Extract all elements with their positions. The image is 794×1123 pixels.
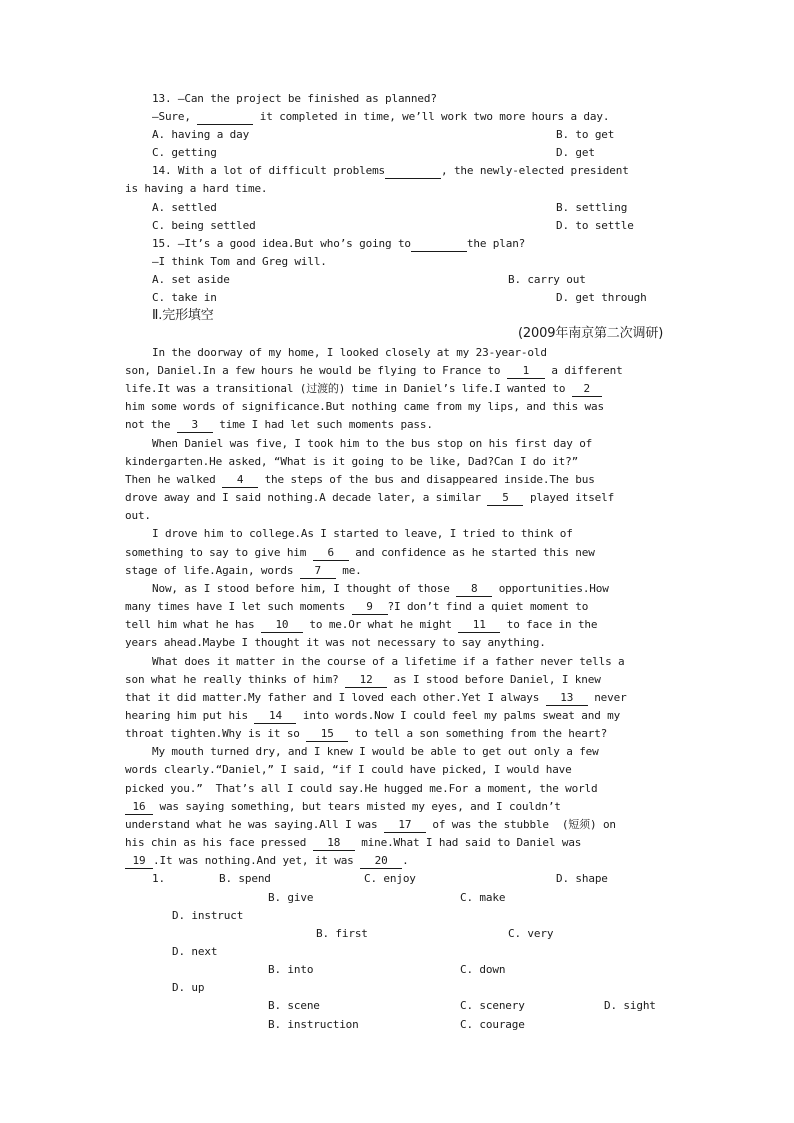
passage-line: many times have I let such moments 9 ?I don’t find a quiet moment to xyxy=(125,600,589,613)
passage-line: life.It was a transitional (过渡的) time in Daniel’s life.I wanted to 2 xyxy=(125,382,602,397)
passage-line: picked you.” That’s all I could say.He hugged me.For a moment, the world xyxy=(125,782,598,795)
option-text: B. spend xyxy=(219,872,271,885)
q13-reply: —Sure, it completed in time, we’ll work two more hours a day. xyxy=(152,110,610,123)
q13-option-b: B. to get xyxy=(556,128,615,141)
passage-line: throat tighten.Why is it so 15 to tell a son something from the heart? xyxy=(125,727,608,740)
blank-14: 14 xyxy=(254,709,296,724)
passage-line: not the 3 time I had let such moments pass. xyxy=(125,418,433,431)
passage-line: words clearly.“Daniel,” I said, “if I could have picked, I would have xyxy=(125,763,572,776)
passage-line: his chin as his face pressed 18 mine.What I had said to Daniel was xyxy=(125,836,582,849)
option-text: B. give xyxy=(268,891,314,904)
passage-line: son, Daniel.In a few hours he would be flying to France to 1 a different xyxy=(125,364,623,377)
q14-option-b: B. settling xyxy=(556,201,628,214)
passage-line: out. xyxy=(125,509,151,522)
q14-stem-line2: is having a hard time. xyxy=(125,182,268,195)
blank-17: 17 xyxy=(384,818,426,833)
q14-option-c: C. being settled xyxy=(152,219,256,232)
option-text: D. instruct xyxy=(172,909,244,922)
option-text: C. courage xyxy=(460,1018,525,1031)
blank-2: 2 xyxy=(572,382,602,397)
q15-option-b: B. carry out xyxy=(508,273,586,286)
passage-line: him some words of significance.But nothing came from my lips, and this was xyxy=(125,400,604,413)
q15-option-a: A. set aside xyxy=(152,273,230,286)
q15-reply: —I think Tom and Greg will. xyxy=(152,255,327,268)
passage-line: drove away and I said nothing.A decade later, a similar 5 played itself xyxy=(125,491,615,504)
passage-line: years ahead.Maybe I thought it was not necessary to say anything. xyxy=(125,636,546,649)
q13-stem: 13. —Can the project be finished as planned? xyxy=(152,92,437,105)
q13-option-d: D. get xyxy=(556,146,595,159)
passage-line: When Daniel was five, I took him to the bus stop on his first day of xyxy=(152,437,593,450)
option-text: B. scene xyxy=(268,999,320,1012)
passage-line: Now, as I stood before him, I thought of those 8 opportunities.How xyxy=(152,582,609,595)
blank-9: 9 xyxy=(352,600,388,615)
q15-stem: 15. —It’s a good idea.But who’s going to the plan? xyxy=(152,237,526,250)
section-heading: Ⅱ.完形填空 xyxy=(152,308,214,323)
q15-option-d: D. get through xyxy=(556,291,647,304)
option-text: B. into xyxy=(268,963,314,976)
option-text: D. shape xyxy=(556,872,608,885)
option-number: 1. xyxy=(152,872,165,885)
blank-11: 11 xyxy=(458,618,500,633)
passage-line: Then he walked 4 the steps of the bus and disappeared inside.The bus xyxy=(125,473,595,486)
blank-5: 5 xyxy=(487,491,523,506)
passage-line: In the doorway of my home, I looked closely at my 23-year-old xyxy=(152,346,547,359)
passage-line: What does it matter in the course of a lifetime if a father never tells a xyxy=(152,655,625,668)
passage-line: I drove him to college.As I started to leave, I tried to think of xyxy=(152,527,573,540)
option-text: D. up xyxy=(172,981,205,994)
q14-option-d: D. to settle xyxy=(556,219,634,232)
passage-line: understand what he was saying.All I was 17 of was the stubble (短须) on xyxy=(125,818,616,831)
blank-18: 18 xyxy=(313,836,355,851)
blank-3: 3 xyxy=(177,418,213,433)
passage-line: 19 .It was nothing.And yet, it was 20 . xyxy=(125,854,409,869)
passage-line: son what he really thinks of him? 12 as I stood before Daniel, I knew xyxy=(125,673,601,686)
option-text: D. sight xyxy=(604,999,656,1012)
blank-13: 13 xyxy=(546,691,588,706)
passage-line: stage of life.Again, words 7 me. xyxy=(125,564,362,577)
blank-6: 6 xyxy=(313,546,349,561)
passage-line: that it did matter.My father and I loved each other.Yet I always 13 never xyxy=(125,691,627,704)
option-text: D. next xyxy=(172,945,218,958)
passage-line: kindergarten.He asked, “What is it going to be like, Dad?Can I do it?” xyxy=(125,455,579,468)
q14-stem: 14. With a lot of difficult problems , the newly-elected president xyxy=(152,164,629,177)
option-text: C. make xyxy=(460,891,506,904)
option-text: B. first xyxy=(316,927,368,940)
option-text: C. very xyxy=(508,927,554,940)
blank-20: 20 xyxy=(360,854,402,869)
blank-1: 1 xyxy=(507,364,545,379)
blank-4: 4 xyxy=(222,473,258,488)
blank-7: 7 xyxy=(300,564,336,579)
q13-option-a: A. having a day xyxy=(152,128,250,141)
passage-line: something to say to give him 6 and confidence as he started this new xyxy=(125,546,595,559)
blank-15: 15 xyxy=(306,727,348,742)
option-text: B. instruction xyxy=(268,1018,359,1031)
passage-line: My mouth turned dry, and I knew I would be able to get out only a few xyxy=(152,745,599,758)
section-source: (2009年南京第二次调研) xyxy=(518,326,664,341)
blank-19: 19 xyxy=(125,854,153,869)
option-text: C. enjoy xyxy=(364,872,416,885)
option-text: C. scenery xyxy=(460,999,525,1012)
blank-10: 10 xyxy=(261,618,303,633)
blank-16: 16 xyxy=(125,800,153,815)
q13-option-c: C. getting xyxy=(152,146,217,159)
q15-option-c: C. take in xyxy=(152,291,217,304)
option-text: C. down xyxy=(460,963,506,976)
passage-line: 16 was saying something, but tears misted my eyes, and I couldn’t xyxy=(125,800,561,815)
q14-option-a: A. settled xyxy=(152,201,217,214)
passage-line: hearing him put his 14 into words.Now I could feel my palms sweat and my xyxy=(125,709,621,722)
blank-12: 12 xyxy=(345,673,387,688)
blank-8: 8 xyxy=(456,582,492,597)
passage-line: tell him what he has 10 to me.Or what he might 11 to face in the xyxy=(125,618,598,631)
